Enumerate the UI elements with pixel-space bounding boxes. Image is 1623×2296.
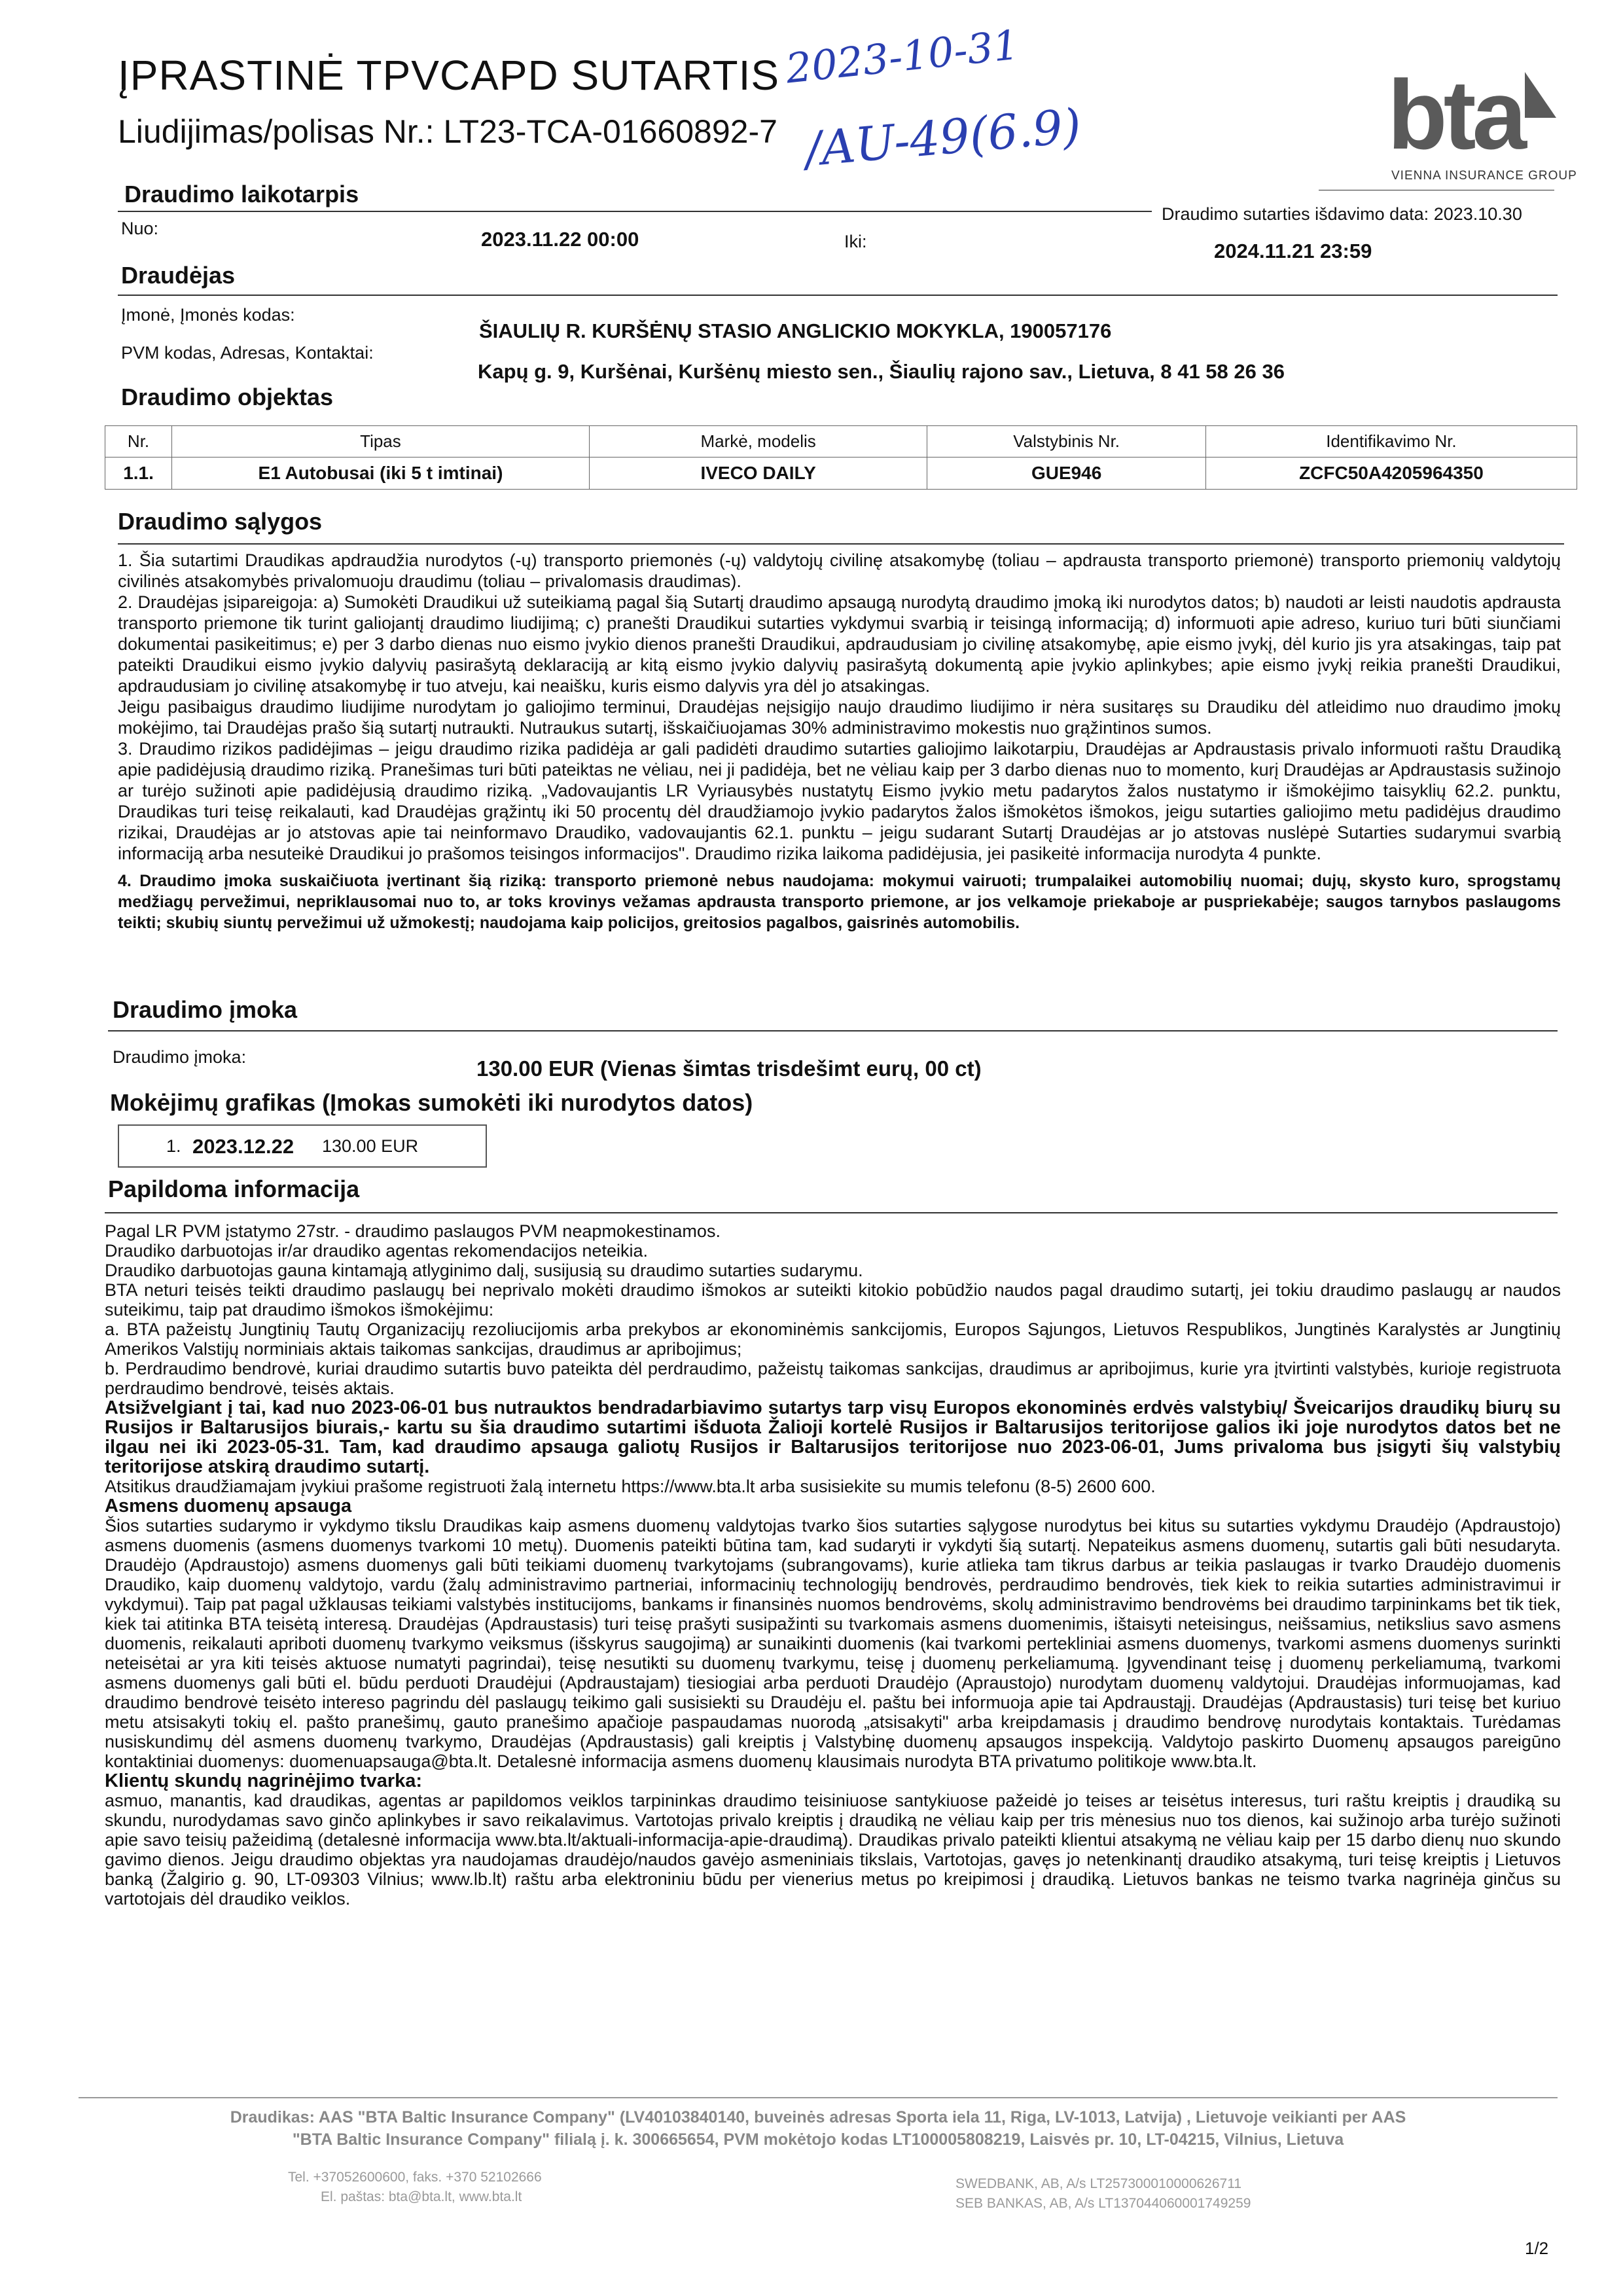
schedule-date: 2023.12.22 <box>192 1135 294 1158</box>
address-value: Kapų g. 9, Kuršėnai, Kuršėnų miesto sen., Šiaulių rajono sav., Lietuva, 8 41 58 26 36 <box>478 360 1285 383</box>
from-value: 2023.11.22 00:00 <box>481 228 639 251</box>
period-heading: Draudimo laikotarpis <box>124 181 359 207</box>
condition-3: 3. Draudimo rizikos padidėjimas – jeigu draudimo rizika padidėja ar gali padidėti draudimo sutarties galiojimo laikotarpiu, Draudėjas ar Apdraustasis privalo informuoti raštu Draudiką apie padidėjusią draudimo riziką. Pranešimas turi būti pateiktas ne vėliau, nei ji padidėja, bet ne vėliau kaip per 3 darbo dienas nuo to momento, kurį Draudėjas ar Apdraustasis sužinojo ar turėjo sužinoti apie padidėjusią draudimo riziką. „Vadovaujantis LR Vyriausybės nustatytų Eismo įvykio metu padarytos žalos nustatymo ir išmokėjimo taisyklių 62.2. punktu, Draudikas turi teisę reikalauti, kad Draudėjas grąžintų iki 50 procentų dėl draudžiamojo įvykio padarytos žalos išmokėtos išmokos, jeigu sutarties galiojimo metu padidėjus draudimo rizikai, Draudėjas ar jo atstovas apie tai neinformavo Draudiko, vadovaujantis 62.1. punktu – jeigu sudarant Sutartį Draudėjas ar jo atstovas nuslėpė Sutarties sudarymui svarbią informaciją arba nesuteikė Draudikui jo prašomos teisingos informacijos". Draudimo rizika laikoma padidėjusia, jei pasikeitė informacija nurodyta 4 punkte. <box>118 739 1561 863</box>
condition-2: 2. Draudėjas įsipareigoja: a) Sumokėti Draudikui už suteikiamą pagal šią Sutartį draudimo apsaugą nurodytą draudimo įmoką iki nurodytos datos; b) naudoti ar leisti naudotis apdrausta transporto priemone tik turint galiojantį draudimo liudijimą; c) pranešti Draudikui sutarties vykdymui svarbią ir teisingą informaciją; d) informuoti apie adreso, kuriuo turi būti siunčiami dokumentai pasikeitimus; e) per 3 darbo dienas nuo eismo įvykio dienos pranešti Draudikui, apdraudusiam jo civilinę atsakomybę, apie eismo įvykį, dėl kurio jis yra atsakingas, taip pat pateikti Draudikui eismo įvykio dalyvių pasirašytą deklaraciją ar kitą eismo įvykio dalyvių pasirašytą dokumentą apie įvykio aplinkybes; apie eismo įvykį reikia pranešti Draudikui, apdraudusiam jo civilinę atsakomybę ir tuo atveju, kai neaišku, kuris eismo dalyvis yra dėl jo atsakingas. <box>118 592 1561 696</box>
schedule-box <box>118 1124 487 1168</box>
extra-no-advice: Draudiko darbuotojas ir/ar draudiko agentas rekomendacijos neteikia. <box>105 1241 648 1261</box>
extra-heading: Papildoma informacija <box>108 1175 360 1202</box>
complaints-text: asmuo, manantis, kad draudikas, agentas ar papildomos veiklos tarpininkas draudimo teisiniuose santykiuose pažeidė jo teises ar teisėtus interesus, turi raštu kreiptis į draudiką su skundu, nurodydamas savo ginčo aplinkybes ir savo reikalavimus. Vartotojas privalo kreiptis į draudiką ne vėliau kaip per tris mėnesius nuo tos dienos, kai sužinojo arba turėjo sužinoti apie savo teisių pažeidimą (detalesnė informacija www.bta.lt/aktuali-informacija-apie-draudimą). Draudikas privalo pateikti klientui atsakymą ne vėliau kaip per 15 darbo dienų nuo skundo gavimo dienos. Jeigu draudimo objektas yra naudojamas draudėjo/naudos gavėjo asmeniniais tikslais, Vartotojas, gavęs jo netenkinantį draudiko atsakymą, turi teisę kreiptis į Lietuvos banką (Žalgirio g. 90, LT-09303 Vilnius; www.lb.lt) raštu arba elektroniniu būdu per vienerius metus po kreipimosi į draudiką. Lietuvos bankas ne teismo tvarka nagrinėja ginčus su vartotojais dėl draudiko veiklos. <box>105 1791 1561 1909</box>
extra-green-card: Atsižvelgiant į tai, kad nuo 2023-06-01 bus nutrauktos bendradarbiavimo sutartys tarp visų Europos ekonominės erdvės valstybių/ Šveicarijos draudikų biurų su Rusijos ir Baltarusijos biurais,- kartu su šia draudimo sutartimi išduota Žalioji kortelė Rusijos ir Baltarusijos teritorijose galios iki joje nurodytos datos bet ne ilgau nei iki 2023-05-31. Tam, kad draudimo apsauga galiotų Rusijos ir Baltarusijos teritorijose nuo 2023-06-01, Jums privaloma bus įsigyti šių valstybių teritorijose atskirą draudimo sutartį. <box>105 1397 1561 1477</box>
col-nr: Nr. <box>105 426 172 457</box>
extra-sanctions-intro: BTA neturi teisės teikti draudimo paslaugų bei neprivalo mokėti draudimo išmokos ar suteikti kitokio pobūdžio naudos pagal draudimo sutartį, jei tokiu draudimo paslaugų ar naudos suteikimu, taip pat draudimo išmokos išmokėjimu: <box>105 1280 1561 1319</box>
cell-nr: 1.1. <box>105 457 172 490</box>
footer-email: El. paštas: bta@bta.lt, www.bta.lt <box>321 2189 522 2204</box>
extra-vat: Pagal LR PVM įstatymo 27str. - draudimo paslaugos PVM neapmokestinamos. <box>105 1221 721 1241</box>
handwritten-code: /AU-49(6.9) <box>803 98 1084 177</box>
footer-insurer <box>79 2106 1558 2151</box>
logo-sail-icon <box>1520 72 1559 144</box>
premium-value: 130.00 EUR (Vienas šimtas trisdešimt eurų, 00 ct) <box>476 1056 982 1081</box>
condition-4: 4. Draudimo įmoka suskaičiuota įvertinant šią riziką: transporto priemonė nebus naudojama: mokymui vairuoti; trumpalaikei automobilių nuomai; dujų, skysto kuro, sprogstamų medžiagų pervežimui, nepriklausomai nuo to, ar toks krovinys vežamas apdrausta transporto priemone, ar jos velkamoje priekaboje ar puspriekabėje; saugos tarnybos paslaugoms teikti; skubių siuntų pervežimui už užmokestį; naudojama kaip policijos, greitosios pagalbos, gaisrinės automobilis. <box>118 872 1561 932</box>
schedule-amount: 130.00 EUR <box>322 1136 419 1156</box>
data-protection-heading: Asmens duomenų apsauga <box>105 1496 352 1516</box>
footer-phone: Tel. +37052600600, faks. +370 52102666 <box>288 2170 542 2185</box>
footer-bank-1: SWEDBANK, AB, A/s LT257300010000626711 <box>955 2176 1242 2191</box>
extra-claims: Atsitikus draudžiamajam įvykiui prašome registruoti žalą internetu https://www.bta.lt arba susisiekite su mumis telefonu (8-5) 2600 600. <box>105 1477 1156 1496</box>
cell-plate: GUE946 <box>927 457 1206 490</box>
vat-label: PVM kodas, Adresas, Kontaktai: <box>121 343 374 363</box>
footer-bank-2: SEB BANKAS, AB, A/s LT137044060001749259 <box>955 2196 1251 2211</box>
logo-text: bta <box>1387 60 1523 170</box>
document-title: ĮPRASTINĖ TPVCAPD SUTARTIS <box>118 52 780 99</box>
company-value: ŠIAULIŲ R. KURŠĖNŲ STASIO ANGLICKIO MOKYKLA, 190057176 <box>479 319 1112 342</box>
premium-heading: Draudimo įmoka <box>113 996 298 1023</box>
conditions-text <box>118 550 1561 933</box>
complaints-heading: Klientų skundų nagrinėjimo tvarka: <box>105 1770 423 1791</box>
schedule-num: 1. <box>166 1136 181 1156</box>
col-model: Markė, modelis <box>589 426 927 457</box>
condition-1: 1. Šia sutartimi Draudikas apdraudžia nurodytos (-ų) transporto priemonės (-ų) valdytojų civilinę atsakomybę (toliau – apdrausta transporto priemonė) transporto priemonių valdytojų civilinės atsakomybės privalomuoju draudimu (toliau – privalomasis draudimas). <box>118 550 1561 591</box>
premium-label: Draudimo įmoka: <box>113 1047 247 1067</box>
col-vin: Identifikavimo Nr. <box>1205 426 1577 457</box>
footer-line-2: "BTA Baltic Insurance Company" filialą į. k. 300665654, PVM mokėtojo kodas LT100005808219, Laisvės pr. 10, LT-04215, Vilnius, Lietuva <box>292 2130 1344 2149</box>
premium-rule <box>108 1030 1558 1031</box>
policy-value: LT23-TCA-01660892-7 <box>443 113 777 150</box>
handwritten-date: 2023-10-31 <box>783 20 1022 93</box>
issue-date <box>1162 204 1522 224</box>
cell-type: E1 Autobusai (iki 5 t imtinai) <box>172 457 590 490</box>
condition-2-cont: Jeigu pasibaigus draudimo liudijime nurodytam jo galiojimo terminui, Draudėjas neįsigijo naujo draudimo liudijimo ir nėra susitaręs su Draudiku dėl atleidimo nuo draudimo įmokų mokėjimo, tai Draudėjas prašo šią sutartį nutraukti. Nutraukus sutartį, išskaičiuojamas 30% administravimo mokestis nuo grąžintinos sumos. <box>118 697 1561 738</box>
extra-text <box>105 1221 1561 1909</box>
extra-sanctions-a: a. BTA pažeistų Jungtinių Tautų Organizacijų rezoliucijomis arba prekybos ar ekonominėmis sankcijomis, Europos Sąjungos, Lietuvos Respublikos, Jungtinės Karalystės ar Jungtinių Amerikos Valstijų norminiais aktais taikomas sankcijas, draudimus ar apribojimus; <box>105 1319 1561 1359</box>
footer-line-1: Draudikas: AAS "BTA Baltic Insurance Company" (LV40103840140, buveinės adresas Sporta iela 11, Riga, LV-1013, Latvija) , Lietuvoje veikianti per AAS <box>230 2108 1406 2126</box>
company-label: Įmonė, Įmonės kodas: <box>121 305 295 325</box>
footer-banks <box>955 2174 1251 2214</box>
object-heading: Draudimo objektas <box>121 384 334 410</box>
schedule-heading: Mokėjimų grafikas (Įmokas sumokėti iki nurodytos datos) <box>110 1089 753 1116</box>
period-rule <box>118 211 1152 212</box>
extra-rule <box>105 1212 1558 1213</box>
footer-rule <box>79 2097 1558 2098</box>
issue-date-label: Draudimo sutarties išdavimo data: <box>1162 204 1429 224</box>
insured-rule <box>118 295 1558 296</box>
bta-logo <box>1387 59 1577 190</box>
vehicle-table-header <box>105 426 1577 457</box>
data-protection-text: Šios sutarties sudarymo ir vykdymo tikslu Draudikas kaip asmens duomenų valdytojas tvarko šios sutarties sąlygose nurodytus bei kitus su sutarties vykdymu Draudėjo (Apdraustojo) asmens duomenis (asmens duomenys tvarkomi 10 metų). Duomenis pateikti būtina tam, kad sudaryti ir vykdyti šią sutartį. Nepateikus asmens duomenų, sutartis gali būti nesudaryta. Draudėjo (Apdraustojo) asmens duomenys gali būti teikiami duomenų tvarkytojams (subrangovams), kurie atlieka tam tikrus darbus ar teikia paslaugas ir tvarko Draudėjo duomenis Draudiko, kaip duomenų valdytojo, vardu (žalų administravimo partneriai, informacinių technologijų bendrovės, perdraudimo bendrovės, tiek kiek to reikia sutarties administravimui ir vykdymui). Taip pat pagal užklausas teikiami valstybės institucijoms, bankams ir finansinės nuomos bendrovėms, skolų administravimo bendrovėms bei draudimo tarpininkams bet tik tiek, kiek tai atitinka BTA teisėtą interesą. Draudėjas (Apdraustasis) turi teisę prašyti susipažinti su tvarkomais asmens duomenimis, ištaisyti neteisingus, neišsamius, netikslius savo asmens duomenis, reikalauti apriboti duomenų tvarkymo veiksmus (išskyrus saugojimą) ar sunaikinti duomenis (kai tvarkomi pertekliniai asmens duomenys, tvarkomi asmens duomenys surinkti neteisėtai ar yra kiti teisės aktuose numatyti pagrindai), teisę nesutikti su duomenų tvarkymu, teisę į duomenų perkeliamumą. Įgyvendinant teisę į duomenų perkeliamumą, tvarkomi asmens duomenys gali būti el. būdu perduoti Draudėjui (Apdraustajam) tiesiogiai arba perduoti Draudėjo (Apraustojo) nurodytam duomenų valdytojui. Draudėjas informuojamas, kad draudimo bendrovė teisėto intereso pagrindu dėl paslaugų teikimo gali susisiekti su Draudėju el. paštu bei informuoja apie tai Apdraustąjį. Draudėjas (Apdraustasis) turi teisę bet kuriuo metu atsisakyti tokių el. pašto pranešimų, gauto pranešimo apačioje paspaudamas nuorodą „atsisakyti" arba kreipdamasis į draudimo bendrovę nurodytais kontaktais. Turėdamas nusiskundimų dėl asmens duomenų tvarkymo, Draudėjas (Apdraustasis) gali kreiptis į Valstybinę duomenų apsaugos inspekciją. Valdytojo paskirto Duomenų apsaugos pareigūno kontaktiniai duomenys: duomenuapsauga@bta.lt. Detalesnė informacija asmens duomenų klausimais nurodyta BTA privatumo politikoje www.bta.lt. <box>105 1516 1561 1771</box>
logo-subtitle: VIENNA INSURANCE GROUP <box>1391 169 1577 183</box>
policy-number <box>118 113 777 151</box>
insured-heading: Draudėjas <box>121 262 236 289</box>
cell-vin: ZCFC50A4205964350 <box>1205 457 1577 490</box>
from-label: Nuo: <box>121 219 159 238</box>
col-plate: Valstybinis Nr. <box>927 426 1206 457</box>
to-value: 2024.11.21 23:59 <box>1214 240 1372 262</box>
issue-date-value: 2023.10.30 <box>1433 204 1522 224</box>
extra-remuneration: Draudiko darbuotojas gauna kintamąją atlyginimo dalį, susijusią su draudimo sutarties sudarymu. <box>105 1261 863 1280</box>
conditions-heading: Draudimo sąlygos <box>118 508 323 535</box>
vehicle-table <box>105 425 1577 490</box>
policy-label: Liudijimas/polisas Nr.: <box>118 113 435 150</box>
table-row <box>105 457 1577 490</box>
col-type: Tipas <box>172 426 590 457</box>
footer-contacts <box>288 2168 542 2207</box>
cell-model: IVECO DAILY <box>589 457 927 490</box>
page-number: 1/2 <box>1525 2238 1549 2258</box>
conditions-rule <box>118 543 1564 545</box>
extra-sanctions-b: b. Perdraudimo bendrovė, kuriai draudimo sutartis buvo pateikta dėl perdraudimo, pažeistų taikomas sankcijas, draudimus ar apribojimus, kurie yra įtvirtinti valstybės, kurioje registruota perdraudimo bendrovė, teisės aktais. <box>105 1359 1561 1398</box>
to-label: Iki: <box>844 232 867 251</box>
